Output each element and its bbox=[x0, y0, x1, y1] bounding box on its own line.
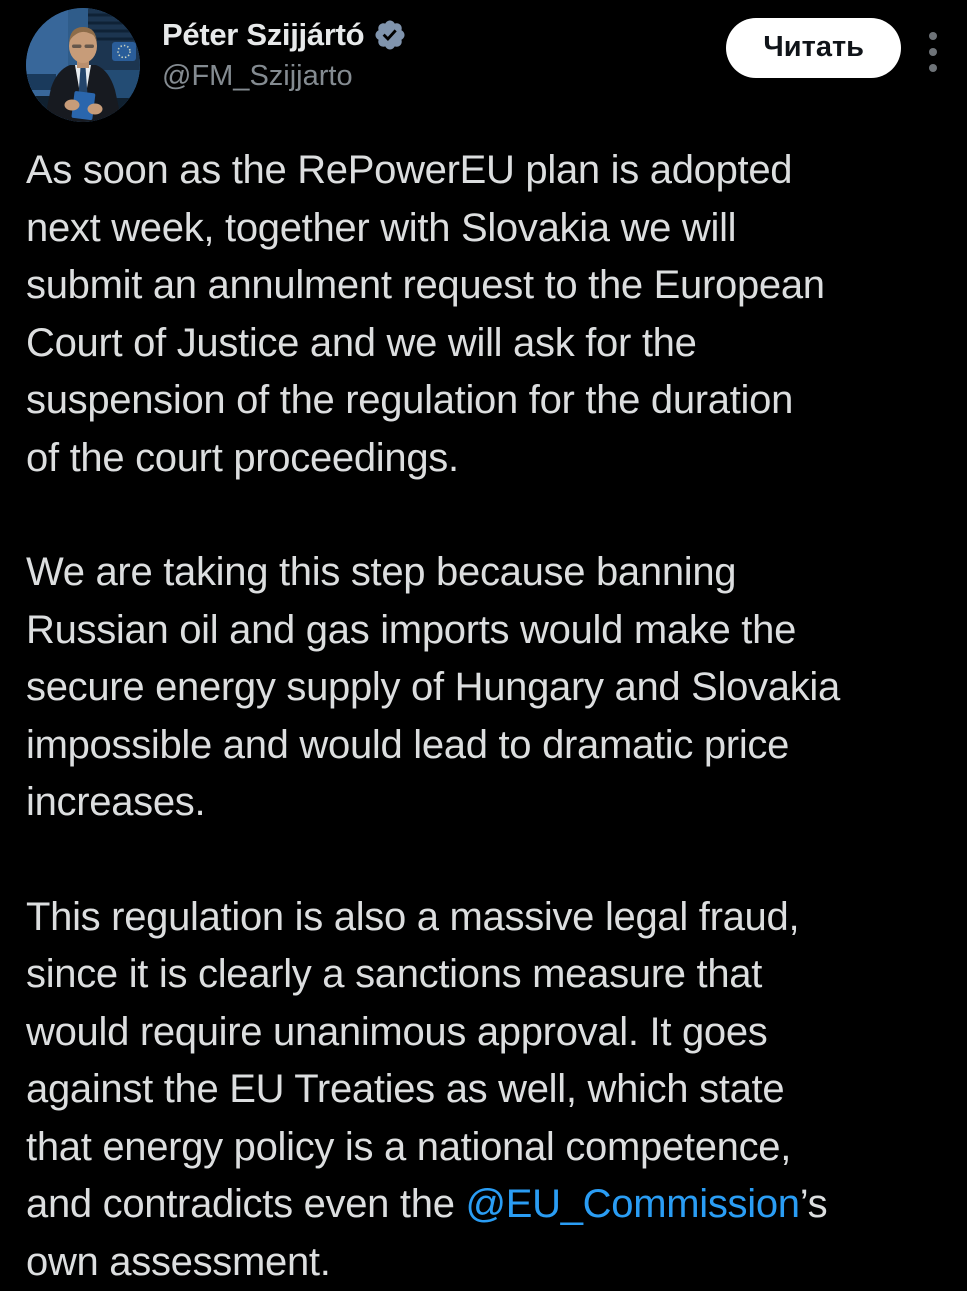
tweet-text-line: This regulation is also a massive legal fraud, bbox=[26, 889, 939, 947]
tweet-text-line: We are taking this step because banning bbox=[26, 544, 939, 602]
display-name[interactable]: Péter Szijjártó bbox=[162, 17, 364, 53]
tweet-text-line: As soon as the RePowerEU plan is adopted bbox=[26, 142, 939, 200]
more-options-button[interactable] bbox=[927, 26, 939, 78]
tweet-text-line: Russian oil and gas imports would make the bbox=[26, 602, 939, 660]
tweet-paragraph bbox=[26, 544, 939, 832]
profile-avatar[interactable] bbox=[26, 8, 140, 122]
tweet-text-line: increases. bbox=[26, 774, 939, 832]
tweet-text-segment: and contradicts even the bbox=[26, 1182, 465, 1226]
verified-badge-icon bbox=[373, 18, 407, 52]
tweet-text bbox=[26, 142, 939, 1291]
tweet-text-line: own assessment. bbox=[26, 1234, 939, 1291]
more-vertical-icon bbox=[929, 32, 937, 40]
mention-link-eu-commission[interactable]: @EU_Commission bbox=[465, 1182, 799, 1226]
tweet-text-line: next week, together with Slovakia we will bbox=[26, 200, 939, 258]
tweet-text-line: that energy policy is a national competence, bbox=[26, 1119, 939, 1177]
tweet-text-line: secure energy supply of Hungary and Slovakia bbox=[26, 659, 939, 717]
tweet-text-line: impossible and would lead to dramatic price bbox=[26, 717, 939, 775]
tweet-paragraph bbox=[26, 889, 939, 1291]
tweet-header bbox=[26, 8, 939, 122]
tweet-text-line: against the EU Treaties as well, which state bbox=[26, 1061, 939, 1119]
tweet-text-line bbox=[26, 1176, 939, 1234]
tweet-text-line: Court of Justice and we will ask for the bbox=[26, 315, 939, 373]
tweet-text-line: of the court proceedings. bbox=[26, 430, 939, 488]
tweet-text-line: suspension of the regulation for the duration bbox=[26, 372, 939, 430]
tweet-text-line: would require unanimous approval. It goes bbox=[26, 1004, 939, 1062]
follow-button[interactable]: Читать bbox=[726, 18, 901, 78]
name-row bbox=[162, 17, 726, 53]
user-handle[interactable]: @FM_Szijjarto bbox=[162, 60, 726, 93]
identity-block bbox=[162, 8, 726, 93]
header-actions bbox=[726, 8, 939, 78]
avatar-image bbox=[26, 8, 140, 122]
tweet-text-line: since it is clearly a sanctions measure that bbox=[26, 946, 939, 1004]
tweet-text-segment: ’s bbox=[800, 1182, 828, 1226]
tweet-paragraph bbox=[26, 142, 939, 487]
tweet-text-line: submit an annulment request to the European bbox=[26, 257, 939, 315]
